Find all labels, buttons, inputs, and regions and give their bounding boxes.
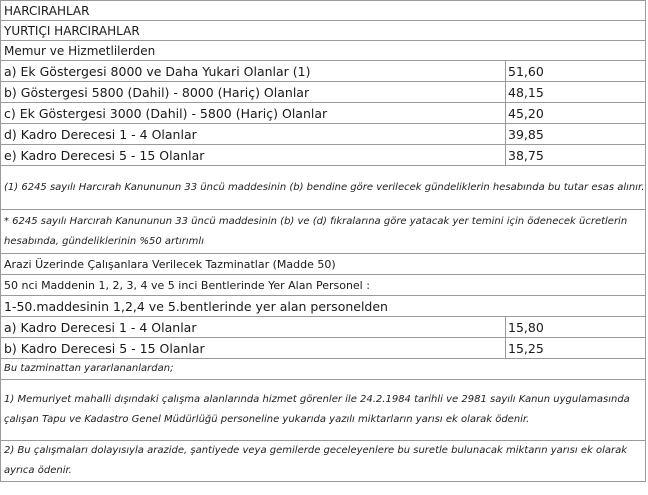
section2-title: Arazi Üzerinde Çalışanlara Verilecek Tazminatlar (Madde 50) [1, 254, 646, 275]
note-row [1, 166, 646, 210]
title-row [1, 1, 646, 21]
row-value: 39,85 [506, 124, 646, 145]
row-label: e) Kadro Derecesi 5 - 15 Olanlar [1, 145, 506, 166]
table-row [1, 145, 646, 166]
row-label: a) Kadro Derecesi 1 - 4 Olanlar [1, 317, 506, 338]
table-subtitle: YURTIÇI HARCIRAHLAR [1, 21, 646, 41]
note-row [1, 359, 646, 380]
row-value: 51,60 [506, 61, 646, 82]
table-row [1, 82, 646, 103]
footnote-3: Bu tazminattan yararlananlardan; [1, 359, 646, 380]
row-value: 38,75 [506, 145, 646, 166]
table-row [1, 338, 646, 359]
table-row [1, 124, 646, 145]
table-row [1, 103, 646, 124]
group-label: Memur ve Hizmetlilerden [1, 41, 646, 61]
row-label: d) Kadro Derecesi 1 - 4 Olanlar [1, 124, 506, 145]
note-row [1, 441, 646, 482]
row-value: 45,20 [506, 103, 646, 124]
footnote-4: 1) Memuriyet mahalli dışındaki çalışma alanlarında hizmet görenler ile 24.2.1984 tarihli ve 2981 sayılı Kanun uygulamasında çalışan Tapu ve Kadastro Genel Müdürlüğü personeline yukarıda yazılı miktarların yarısı ek olarak ödenir. [1, 380, 646, 441]
section2-sub: 50 nci Maddenin 1, 2, 3, 4 ve 5 inci Bentlerinde Yer Alan Personel : [1, 275, 646, 296]
section2-heading: 1-50.maddesinin 1,2,4 ve 5.bentlerinde yer alan personelden [1, 296, 646, 317]
note-row [1, 380, 646, 441]
group-row [1, 41, 646, 61]
row-value: 48,15 [506, 82, 646, 103]
table-row [1, 61, 646, 82]
note-row [1, 210, 646, 254]
subtitle-row [1, 21, 646, 41]
footnote-5: 2) Bu çalışmaları dolayısıyla arazide, şantiyede veya gemilerde geceleyenlere bu suretle bulunacak miktarın yarısı ek olarak ayrıca ödenir. [1, 441, 646, 482]
table-row [1, 317, 646, 338]
row-value: 15,80 [506, 317, 646, 338]
row-label: b) Kadro Derecesi 5 - 15 Olanlar [1, 338, 506, 359]
section-row [1, 254, 646, 275]
row-value: 15,25 [506, 338, 646, 359]
footnote-1: (1) 6245 sayılı Harcırah Kanununun 33 üncü maddesinin (b) bendine göre verilecek gündeliklerin hesabında bu tutar esas alınır. [1, 166, 646, 210]
footnote-2: * 6245 sayılı Harcırah Kanununun 33 üncü maddesinin (b) ve (d) fıkralarına göre yatacak yer temini için ödenecek ücretlerin hesabında, gündeliklerinin %50 artırımlı [1, 210, 646, 254]
section-row [1, 275, 646, 296]
row-label: b) Göstergesi 5800 (Dahil) - 8000 (Hariç) Olanlar [1, 82, 506, 103]
table-title: HARCIRAHLAR [1, 1, 646, 21]
row-label: c) Ek Göstergesi 3000 (Dahil) - 5800 (Hariç) Olanlar [1, 103, 506, 124]
row-label: a) Ek Göstergesi 8000 ve Daha Yukari Olanlar (1) [1, 61, 506, 82]
section-row [1, 296, 646, 317]
